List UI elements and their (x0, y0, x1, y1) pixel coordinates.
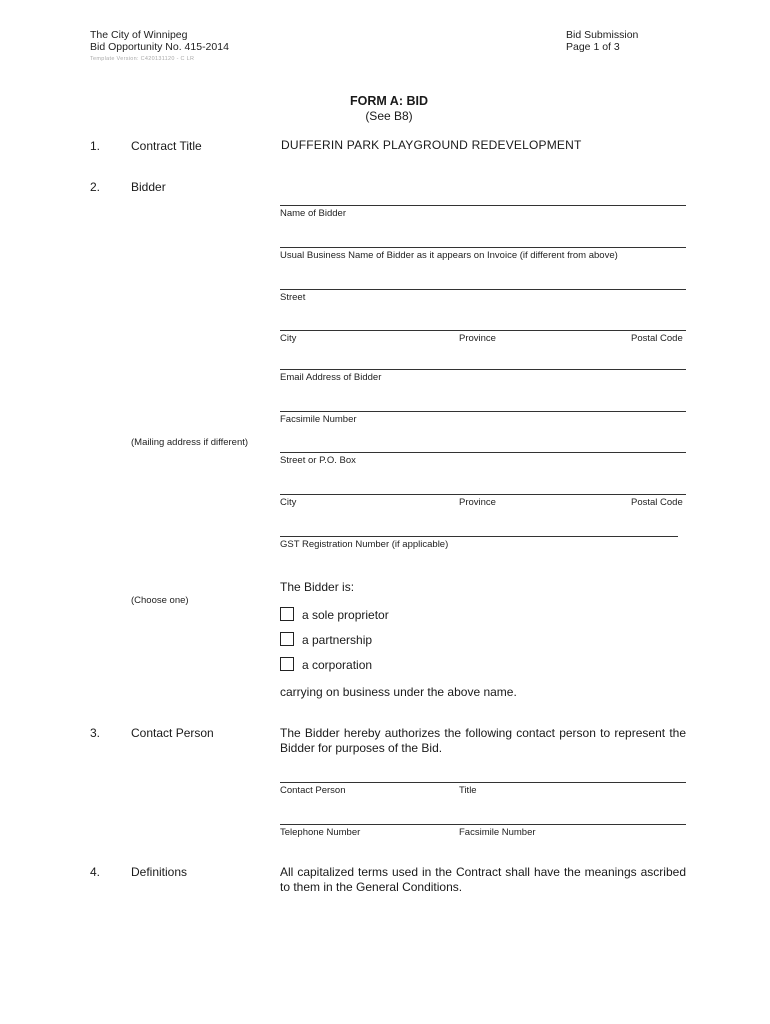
template-version: Template Version: C420131120 - C LR (90, 56, 195, 62)
mailing-city-province-postal-field[interactable] (280, 494, 686, 495)
form-subtitle: (See B8) (365, 109, 413, 123)
name-of-bidder-field[interactable] (280, 205, 686, 206)
usual-business-name-field[interactable] (280, 247, 686, 248)
city-province-postal-field[interactable] (280, 330, 686, 331)
street-caption: Street (280, 292, 306, 303)
gst-number-field[interactable] (280, 536, 678, 537)
mailing-province-caption: Province (459, 497, 496, 508)
email-caption: Email Address of Bidder (280, 372, 382, 383)
facsimile-caption: Facsimile Number (280, 414, 357, 425)
mailing-postal-code-caption: Postal Code (631, 497, 683, 508)
header-page-number: Page 1 of 3 (566, 41, 620, 53)
city-caption: City (280, 333, 297, 344)
form-title: FORM A: BID (350, 94, 428, 108)
sole-proprietor-label: a sole proprietor (302, 608, 389, 622)
section-2-number: 2. (90, 180, 101, 194)
contract-title-value: DUFFERIN PARK PLAYGROUND REDEVELOPMENT (281, 138, 582, 152)
section-3-label: Contact Person (131, 726, 214, 740)
section-1-label: Contract Title (131, 139, 202, 153)
header-org: The City of Winnipeg (90, 29, 188, 41)
street-po-box-field[interactable] (280, 452, 686, 453)
contact-person-caption: Contact Person (280, 785, 346, 796)
contact-person-paragraph: The Bidder hereby authorizes the following contact person to represent the Bidder for purposes of the Bid. (280, 726, 686, 755)
usual-business-name-caption: Usual Business Name of Bidder as it appears on Invoice (if different from above) (280, 250, 618, 261)
corporation-label: a corporation (302, 658, 373, 672)
header-doc-type: Bid Submission (566, 29, 639, 41)
telephone-facsimile-field[interactable] (280, 824, 686, 825)
partnership-label: a partnership (302, 633, 373, 647)
contact-facsimile-caption: Facsimile Number (459, 827, 536, 838)
title-caption: Title (459, 785, 477, 796)
bidder-is-heading: The Bidder is: (280, 580, 355, 594)
telephone-caption: Telephone Number (280, 827, 361, 838)
postal-code-caption: Postal Code (631, 333, 683, 344)
email-field[interactable] (280, 369, 686, 370)
corporation-checkbox[interactable] (280, 657, 294, 671)
definitions-paragraph: All capitalized terms used in the Contract shall have the meanings ascribed to them in the General Conditions. (280, 865, 686, 894)
section-4-label: Definitions (131, 865, 188, 879)
contact-person-title-field[interactable] (280, 782, 686, 783)
mailing-address-note: (Mailing address if different) (131, 437, 249, 448)
partnership-checkbox[interactable] (280, 632, 294, 646)
province-caption: Province (459, 333, 496, 344)
section-2-label: Bidder (131, 180, 166, 194)
sole-proprietor-checkbox[interactable] (280, 607, 294, 621)
header-bid-number: Bid Opportunity No. 415-2014 (90, 41, 229, 53)
street-po-box-caption: Street or P.O. Box (280, 455, 356, 466)
name-of-bidder-caption: Name of Bidder (280, 208, 347, 219)
section-4-number: 4. (90, 865, 101, 879)
street-field[interactable] (280, 289, 686, 290)
mailing-city-caption: City (280, 497, 297, 508)
facsimile-field[interactable] (280, 411, 686, 412)
gst-caption: GST Registration Number (if applicable) (280, 539, 449, 550)
section-3-number: 3. (90, 726, 101, 740)
choose-one-note: (Choose one) (131, 595, 189, 606)
carrying-on-business-text: carrying on business under the above name. (280, 685, 517, 699)
section-1-number: 1. (90, 139, 101, 153)
